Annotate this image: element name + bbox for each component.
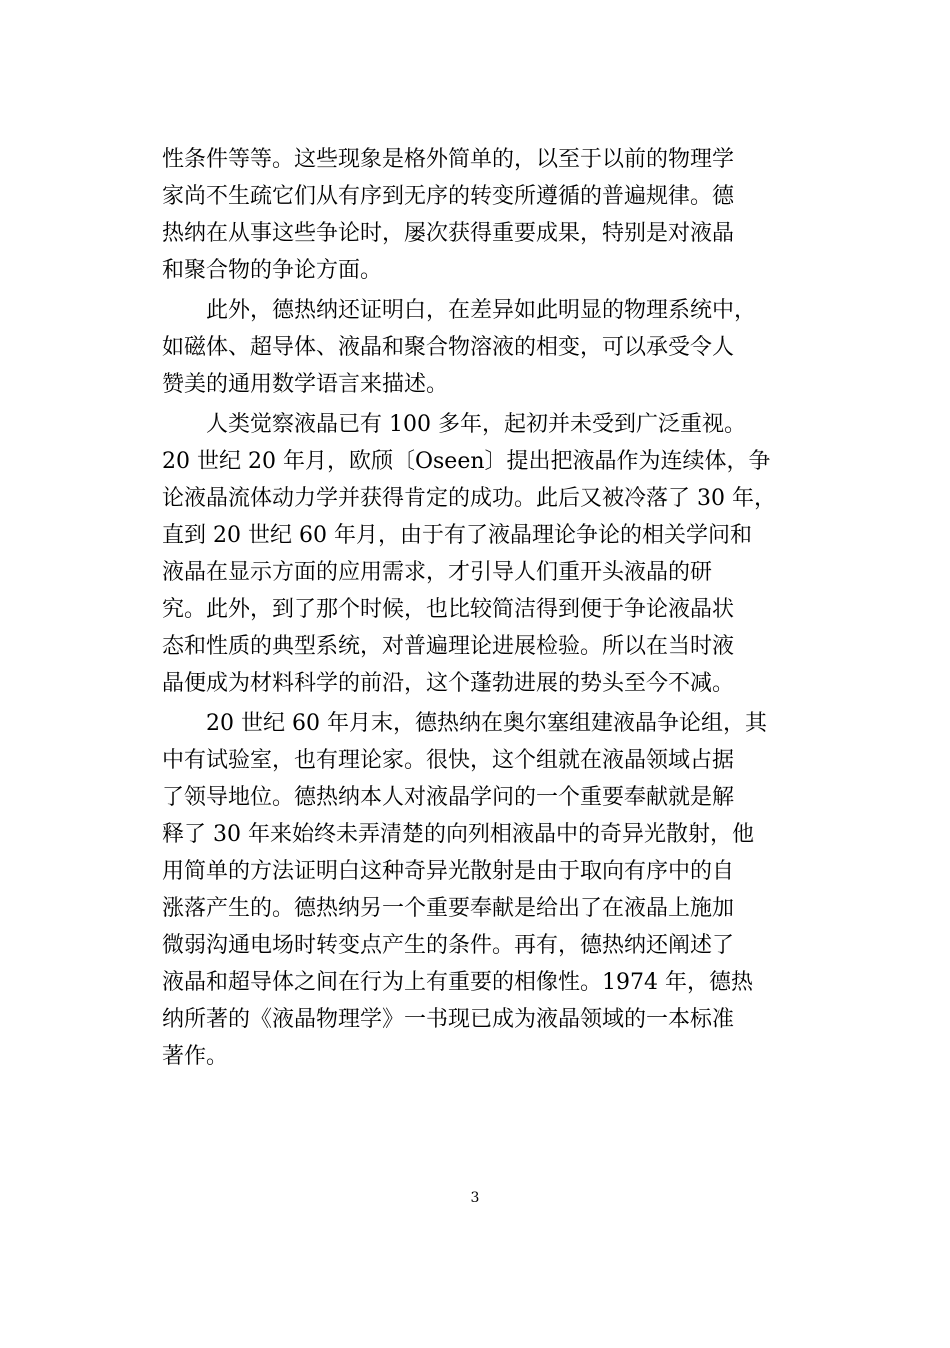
text-line: 和聚合物的争论方面。 [162,258,383,283]
text-line: 了领导地位。德热纳本人对液晶学问的一个重要奉献就是解 [162,785,735,810]
text-line: 20 世纪 20 年月，欧颀〔Oseen〕提出把液晶作为连续体，争 [162,449,771,474]
text-line: 性条件等等。这些现象是格外简单的，以至于以前的物理学 [162,147,735,172]
text-line: 热纳在从事这些争论时，屡次获得重要成果，特别是对液晶 [162,221,735,246]
text-line: 赞美的通用数学语言来描述。 [162,372,449,397]
text-line: 20 世纪 60 年月末，德热纳在奥尔塞组建液晶争论组，其 [206,711,767,736]
text-line: 液晶在显示方面的应用需求，才引导人们重开头液晶的研 [162,560,713,585]
body-text [162,141,792,1075]
text-line: 如磁体、超导体、液晶和聚合物溶液的相变，可以承受令人 [162,335,735,360]
text-line: 涨落产生的。德热纳另一个重要奉献是给出了在液晶上施加 [162,896,735,921]
text-line: 家尚不生疏它们从有序到无序的转变所遵循的普遍规律。德 [162,184,735,209]
paragraph [162,141,792,289]
text-line: 究。此外，到了那个时候，也比较简洁得到便于争论液晶状 [162,597,735,622]
text-line: 中有试验室，也有理论家。很快，这个组就在液晶领域占据 [162,748,735,773]
paragraph [162,292,792,403]
text-line: 微弱沟通电场时转变点产生的条件。再有，德热纳还阐述了 [162,933,735,958]
text-line: 直到 20 世纪 60 年月，由于有了液晶理论争论的相关学问和 [162,523,752,548]
text-line: 人类觉察液晶已有 100 多年，起初并未受到广泛重视。 [206,412,746,437]
paragraph [162,406,792,702]
text-line: 态和性质的典型系统，对普遍理论进展检验。所以在当时液 [162,634,735,659]
text-line: 晶便成为材料科学的前沿，这个蓬勃进展的势头至今不减。 [162,671,735,696]
text-line: 用简单的方法证明白这种奇异光散射是由于取向有序中的自 [162,859,735,884]
text-line: 纳所著的《液晶物理学》一书现已成为液晶领域的一本标准 [162,1007,735,1032]
text-line: 著作。 [162,1044,229,1069]
text-line: 此外，德热纳还证明白，在差异如此明显的物理系统中， [206,298,757,323]
text-line: 释了 30 年来始终未弄清楚的向列相液晶中的奇异光散射，他 [162,822,754,847]
text-line: 液晶和超导体之间在行为上有重要的相像性。1974 年，德热 [162,970,753,995]
paragraph [162,705,792,1075]
text-line: 论液晶流体动力学并获得肯定的成功。此后又被冷落了 30 年， [162,486,776,511]
page-number: 3 [470,1190,480,1206]
